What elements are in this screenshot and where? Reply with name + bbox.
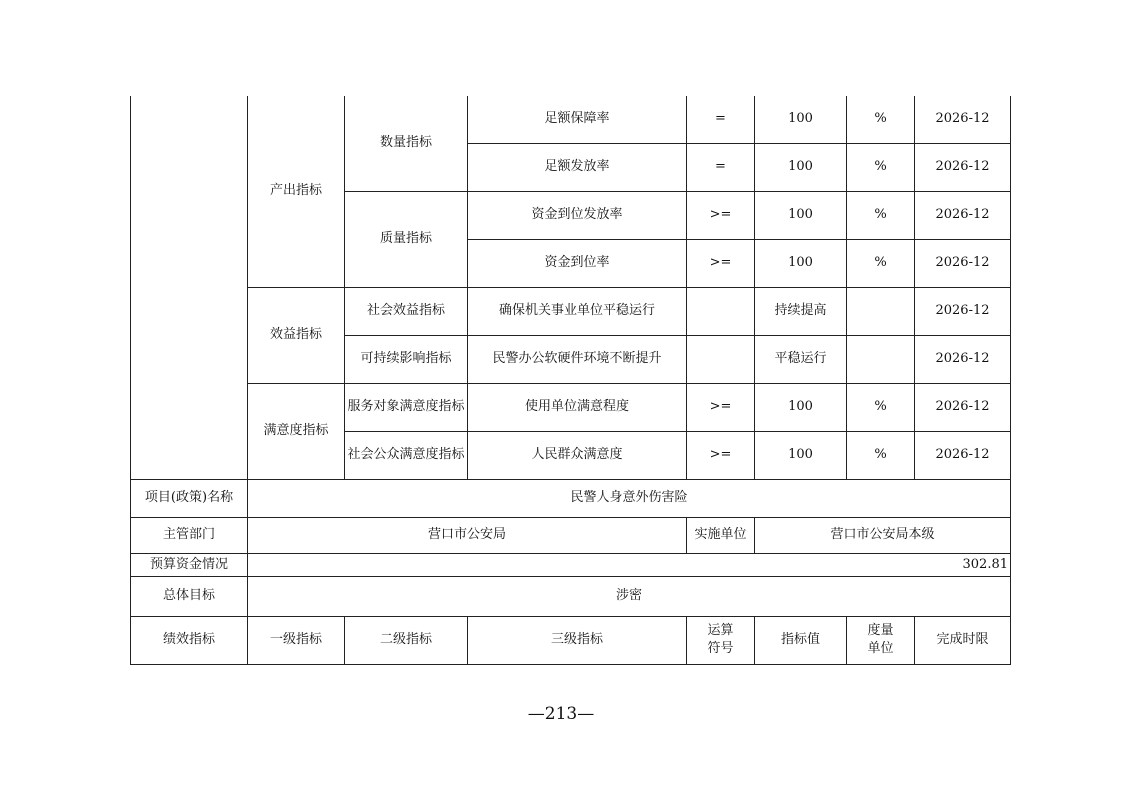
operator-cell	[687, 335, 755, 383]
performance-indicator-table	[130, 96, 1011, 665]
level3-indicator-cell: 人民群众满意度	[468, 431, 687, 479]
deadline-cell: 2026-12	[915, 383, 1011, 431]
unit-cell: %	[847, 431, 915, 479]
dept-label: 主管部门	[131, 517, 248, 553]
level3-indicator-cell: 确保机关事业单位平稳运行	[468, 287, 687, 335]
deadline-cell: 2026-12	[915, 96, 1011, 143]
indicator-value-cell: 平稳运行	[755, 335, 847, 383]
impl-unit-label: 实施单位	[687, 517, 755, 553]
indicator-value-cell: 100	[755, 239, 847, 287]
table-row	[131, 553, 1011, 576]
continued-blank-cell	[131, 96, 248, 479]
unit-header	[847, 616, 915, 664]
operator-cell: =	[687, 143, 755, 191]
unit-cell: %	[847, 239, 915, 287]
unit-cell	[847, 335, 915, 383]
level3-indicator-cell: 资金到位率	[468, 239, 687, 287]
level3-indicator-cell: 资金到位发放率	[468, 191, 687, 239]
level3-indicator-cell: 足额发放率	[468, 143, 687, 191]
perf-indicator-header: 绩效指标	[131, 616, 248, 664]
page-number: —213—	[527, 704, 595, 724]
level2-header: 二级指标	[345, 616, 468, 664]
table-row	[131, 517, 1011, 553]
level2-indicator-cell: 服务对象满意度指标	[345, 383, 468, 431]
operator-cell: >=	[687, 239, 755, 287]
table-row	[131, 287, 1011, 335]
table-row	[131, 383, 1011, 431]
operator-cell: >=	[687, 383, 755, 431]
level1-header: 一级指标	[248, 616, 345, 664]
deadline-cell: 2026-12	[915, 287, 1011, 335]
level3-header: 三级指标	[468, 616, 687, 664]
operator-cell	[687, 287, 755, 335]
level2-indicator-cell: 质量指标	[345, 191, 468, 287]
indicator-value-cell: 100	[755, 96, 847, 143]
project-name-label: 项目(政策)名称	[131, 479, 248, 517]
table-row	[131, 479, 1011, 517]
unit-header-line2: 单位	[867, 641, 894, 656]
table-header-row	[131, 616, 1011, 664]
unit-cell	[847, 287, 915, 335]
impl-unit-value: 营口市公安局本级	[755, 517, 1011, 553]
deadline-cell: 2026-12	[915, 335, 1011, 383]
table-row	[131, 96, 1011, 143]
operator-cell: >=	[687, 191, 755, 239]
indicator-value-cell: 100	[755, 191, 847, 239]
unit-cell: %	[847, 191, 915, 239]
level2-indicator-cell: 数量指标	[345, 96, 468, 191]
deadline-cell: 2026-12	[915, 191, 1011, 239]
goal-label: 总体目标	[131, 576, 248, 616]
level1-indicator-cell: 效益指标	[248, 287, 345, 383]
level1-indicator-cell: 满意度指标	[248, 383, 345, 479]
operator-header	[687, 616, 755, 664]
deadline-cell: 2026-12	[915, 143, 1011, 191]
unit-header-line1: 度量	[867, 623, 894, 638]
operator-cell: =	[687, 96, 755, 143]
operator-header-line1: 运算	[707, 623, 734, 638]
operator-cell: >=	[687, 431, 755, 479]
level3-indicator-cell: 足额保障率	[468, 96, 687, 143]
indicator-value-cell: 100	[755, 431, 847, 479]
dept-value: 营口市公安局	[248, 517, 687, 553]
goal-value: 涉密	[248, 576, 1011, 616]
level3-indicator-cell: 民警办公软硬件环境不断提升	[468, 335, 687, 383]
table-row	[131, 576, 1011, 616]
deadline-header: 完成时限	[915, 616, 1011, 664]
project-name-value: 民警人身意外伤害险	[248, 479, 1011, 517]
value-header: 指标值	[755, 616, 847, 664]
level2-indicator-cell: 社会效益指标	[345, 287, 468, 335]
indicator-value-cell: 100	[755, 383, 847, 431]
indicator-value-cell: 持续提高	[755, 287, 847, 335]
level2-indicator-cell: 社会公众满意度指标	[345, 431, 468, 479]
indicator-value-cell: 100	[755, 143, 847, 191]
level2-indicator-cell: 可持续影响指标	[345, 335, 468, 383]
unit-cell: %	[847, 143, 915, 191]
level3-indicator-cell: 使用单位满意程度	[468, 383, 687, 431]
unit-cell: %	[847, 96, 915, 143]
deadline-cell: 2026-12	[915, 431, 1011, 479]
unit-cell: %	[847, 383, 915, 431]
level1-indicator-cell: 产出指标	[248, 96, 345, 287]
budget-label: 预算资金情况	[131, 553, 248, 576]
budget-value: 302.81	[248, 553, 1011, 576]
deadline-cell: 2026-12	[915, 239, 1011, 287]
operator-header-line2: 符号	[707, 641, 734, 656]
